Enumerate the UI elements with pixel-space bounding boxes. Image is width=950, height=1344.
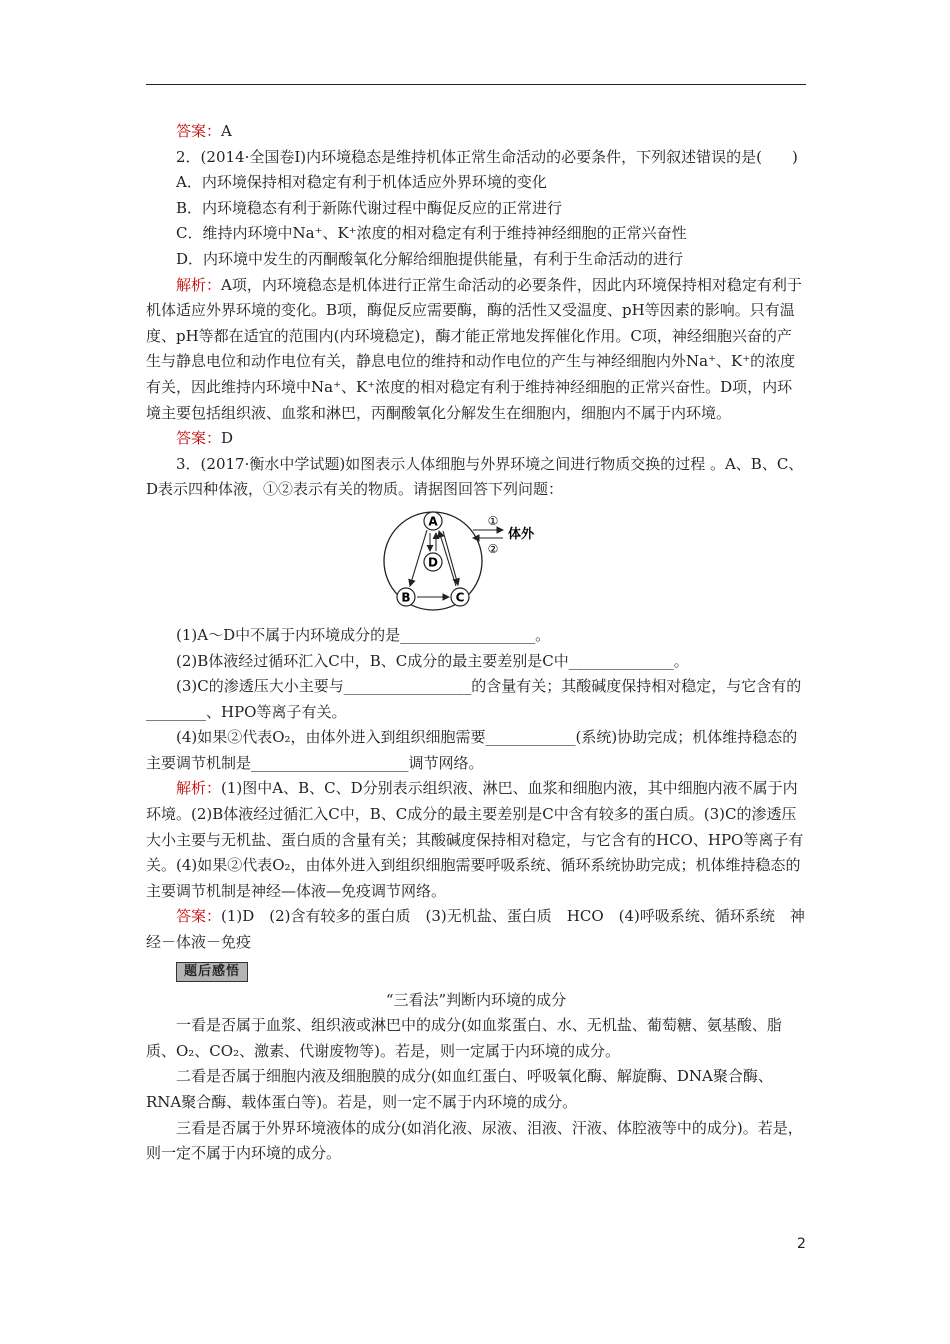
analysis-label: 解析： — [176, 275, 222, 294]
node-c-label: C — [455, 590, 465, 605]
question-3-sub-4: (4)如果②代表O₂，由体外进入到组织细胞需要____________(系统)协助完成；机体维持稳态的主要调节机制是_____________________调节网络。 — [146, 728, 798, 772]
insight-point-1: 一看是否属于血浆、组织液或淋巴中的成分(如血浆蛋白、水、无机盐、葡萄糖、氨基酸、脂质、O₂、CO₂、激素、代谢废物等)。若是，则一定属于内环境的成分。 — [146, 1016, 782, 1060]
option-d: D．内环境中发生的丙酮酸氧化分解给细胞提供能量，有利于生命活动的进行 — [176, 249, 684, 268]
option-b: B．内环境稳态有利于新陈代谢过程中酶促反应的正常进行 — [176, 198, 563, 217]
answer-label: 答案： — [176, 429, 222, 448]
page-number: 2 — [797, 1236, 806, 1252]
question-3-sub-2: (2)B体液经过循环汇入C中，B、C成分的最主要差别是C中______________。 — [176, 651, 689, 670]
insight-tag: 题后感悟 — [176, 962, 248, 982]
question-2-stem: 2．(2014·全国卷Ⅰ)内环境稳态是维持机体正常生命活动的必要条件，下列叙述错误的是( ) — [176, 147, 798, 166]
question-3-sub-1: (1)A～D中不属于内环境成分的是__________________。 — [176, 625, 551, 644]
question-2-answer: 答案：D — [176, 429, 234, 448]
option-a: A．内环境保持相对稳定有利于机体适应外界环境的变化 — [176, 173, 547, 192]
body-fluid-diagram — [146, 503, 806, 623]
question-3-sub-3: (3)C的渗透压大小主要与_________________的含量有关；其酸碱度保持相对稳定，与它含有的________、HPO等离子有关。 — [146, 677, 802, 721]
answer-1: 答案：A — [176, 122, 232, 140]
question-2-analysis: 解析：A项，内环境稳态是机体进行正常生命活动的必要条件，因此内环境保持相对稳定有利于机体适应外界环境的变化。B项，酶促反应需要酶，酶的活性又受温度、pH等因素的影响。只有温度、pH等都在适宜的范围内(内环境稳定)，酶才能正常地发挥催化作用。C项，神经细胞兴奋的产生与静息电位和动作电位有关，静息电位的维持和动作电位的产生与神经细胞内外Na⁺、K⁺的浓度有关，因此维持内环境中Na⁺、K⁺浓度的相对稳定有利于维持神经细胞的正常兴奋性。D项，内环境主要包括组织液、血浆和淋巴，丙酮酸氧化分解发生在细胞内，细胞内不属于内环境。 — [146, 275, 802, 422]
arrow-a-c — [443, 531, 458, 585]
answer-label: 答案： — [176, 122, 222, 140]
node-a-label: A — [428, 514, 438, 529]
marker-2: ② — [487, 541, 499, 556]
insight-point-3: 三看是否属于外界环境液体的成分(如消化液、尿液、泪液、汗液、体腔液等中的成分)。若是，则一定不属于内环境的成分。 — [146, 1118, 803, 1163]
option-c: C．维持内环境中Na⁺、K⁺浓度的相对稳定有利于维持神经细胞的正常兴奋性 — [176, 224, 687, 243]
outside-label: 体外 — [508, 526, 535, 542]
header-rule — [146, 84, 806, 85]
question-3-stem: 3．(2017·衡水中学试题)如图表示人体细胞与外界环境之间进行物质交换的过程 。A、B、C、D表示四种体液，①②表示有关的物质。请据图回答下列问题： — [146, 454, 804, 499]
marker-1: ① — [487, 513, 499, 528]
node-b-label: B — [401, 590, 411, 605]
insight-point-2: 二看是否属于细胞内液及细胞膜的成分(如血红蛋白、呼吸氧化酶、解旋酶、DNA聚合酶、RNA聚合酶、载体蛋白等)。若是，则一定不属于内环境的成分。 — [146, 1067, 773, 1111]
diagram-svg — [381, 506, 581, 616]
insight-tag-row — [146, 956, 806, 988]
answer-label: 答案： — [176, 907, 222, 926]
question-3-answer: 答案：(1)D (2)含有较多的蛋白质 (3)无机盐、蛋白质 HCO (4)呼吸系统、循环系统 神经－体液－免疫 — [146, 907, 805, 952]
document-body — [146, 119, 806, 1167]
insight-title: “三看法”判断内环境的成分 — [385, 990, 567, 1009]
question-3-analysis: 解析：(1)图中A、B、C、D分别表示组织液、淋巴、血浆和细胞内液，其中细胞内液不属于内环境。(2)B体液经过循汇入C中，B、C成分的最主要差别是C中含有较多的蛋白质。(3)C的渗透压大小主要与无机盐、蛋白质的含量有关；其酸碱度保持相对稳定，与它含有的HCO、HPO等离子有关。(4)如果②代表O₂，由体外进入到组织细胞需要呼吸系统、循环系统协助完成；机体维持稳态的主要调节机制是神经—体液—免疫调节网络。 — [146, 779, 804, 900]
analysis-label: 解析： — [176, 779, 222, 798]
node-d-label: D — [428, 555, 438, 570]
